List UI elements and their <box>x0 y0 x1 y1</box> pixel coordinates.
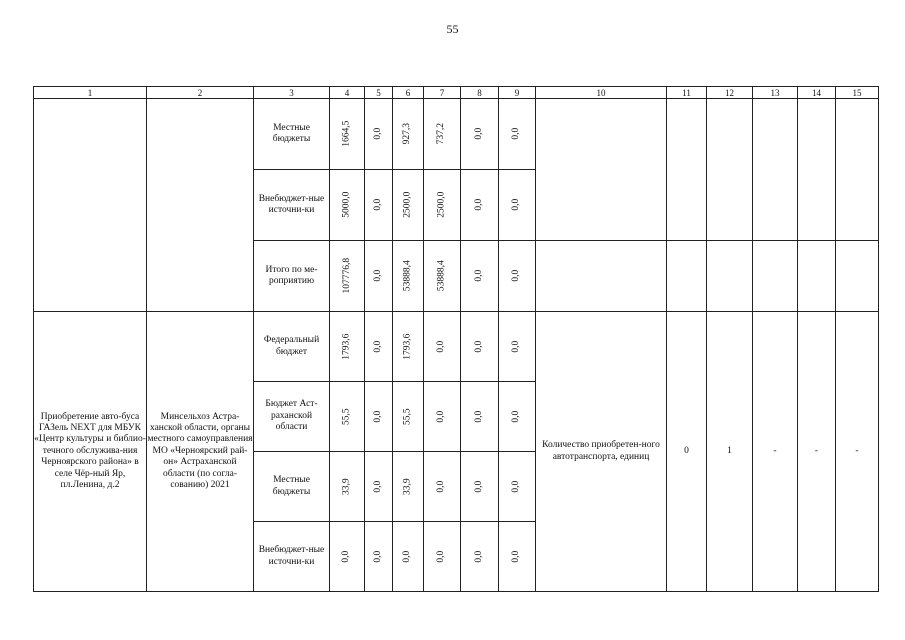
funding-source: Федеральный бюджет <box>254 312 330 382</box>
value-cell <box>393 522 424 592</box>
column-number: 7 <box>424 87 461 99</box>
value: 1664,5 <box>341 120 352 148</box>
column-number: 2 <box>147 87 254 99</box>
value-cell <box>499 99 536 170</box>
value: 0,0 <box>372 128 383 140</box>
value-cell <box>393 241 424 312</box>
value: 0,0 <box>372 340 383 353</box>
value: 1793,6 <box>402 333 413 360</box>
indicator-value: - <box>798 312 836 592</box>
value: 55,5 <box>402 408 413 425</box>
value: 0,0 <box>372 550 383 563</box>
column-number: 6 <box>393 87 424 99</box>
column-number: 4 <box>330 87 365 99</box>
value-cell <box>461 241 499 312</box>
value: 1793,6 <box>341 333 352 360</box>
empty-cell <box>753 241 798 312</box>
value-cell <box>424 241 461 312</box>
funding-source: Внебюджет-ные источни-ки <box>254 522 330 592</box>
empty-cell <box>798 241 836 312</box>
funding-source: Местные бюджеты <box>254 99 330 170</box>
value: 0,0 <box>436 410 447 423</box>
program-table <box>33 86 879 592</box>
value-cell <box>365 312 393 382</box>
column-number: 12 <box>707 87 753 99</box>
funding-source: Бюджет Аст-раханской области <box>254 382 330 452</box>
indicator-description: Количество приобретен-ного автотранспорта, единиц <box>536 312 667 592</box>
indicator-cell-empty <box>536 241 667 312</box>
funding-source: Внебюджет-ные источни-ки <box>254 170 330 241</box>
column-number: 10 <box>536 87 667 99</box>
value: 0,0 <box>511 410 522 423</box>
funding-source: Итого по ме-роприятию <box>254 241 330 312</box>
value-cell <box>330 170 365 241</box>
value-cell <box>424 452 461 522</box>
executor-description: Минсельхоз Астра-ханской области, органы местного самоуправления МО «Черноярский рай-он» Астраханской области (по согла-сованию) 2021 <box>147 312 254 592</box>
value: 0,0 <box>473 128 484 140</box>
column-number: 5 <box>365 87 393 99</box>
value: 0,0 <box>473 270 484 282</box>
value-cell <box>393 382 424 452</box>
indicator-value: - <box>836 312 879 592</box>
value-cell <box>393 312 424 382</box>
value: 55,5 <box>341 408 352 425</box>
empty-cell <box>836 99 879 241</box>
value: 927,3 <box>402 123 413 145</box>
value-cell <box>461 99 499 170</box>
empty-cell <box>707 241 753 312</box>
value-cell <box>461 170 499 241</box>
value: 2500,0 <box>402 191 413 219</box>
column-number: 11 <box>667 87 707 99</box>
value: 0,0 <box>372 270 383 282</box>
value-cell <box>393 170 424 241</box>
table-row <box>34 312 879 382</box>
column-number: 13 <box>753 87 798 99</box>
value-cell <box>365 522 393 592</box>
page-number: 55 <box>446 22 459 36</box>
executor-cell-empty <box>147 99 254 312</box>
value-cell <box>499 241 536 312</box>
value-cell <box>365 452 393 522</box>
value-cell <box>461 522 499 592</box>
value: 0,0 <box>473 199 484 211</box>
value: 0,0 <box>372 199 383 211</box>
value-cell <box>424 99 461 170</box>
value-cell <box>365 382 393 452</box>
value: 0,0 <box>372 410 383 423</box>
value: 0,0 <box>473 340 484 353</box>
value: 33,9 <box>402 478 413 495</box>
value: 107776,8 <box>342 258 353 294</box>
table-row <box>34 99 879 170</box>
empty-cell <box>667 241 707 312</box>
value: 0,0 <box>436 340 447 353</box>
value-cell <box>330 452 365 522</box>
value-cell <box>330 522 365 592</box>
value-cell <box>365 241 393 312</box>
value: 0,0 <box>341 550 352 563</box>
column-number: 3 <box>254 87 330 99</box>
activity-cell-empty <box>34 99 147 312</box>
value: 53888,4 <box>402 260 413 292</box>
value: 2500,0 <box>436 191 447 219</box>
value: 53888,4 <box>436 260 447 292</box>
value-cell <box>499 382 536 452</box>
value-cell <box>393 452 424 522</box>
column-number: 1 <box>34 87 147 99</box>
indicator-value: - <box>753 312 798 592</box>
column-number: 14 <box>798 87 836 99</box>
value-cell <box>461 382 499 452</box>
value-cell <box>330 382 365 452</box>
column-number: 15 <box>836 87 879 99</box>
activity-description: Приобретение авто-буса ГАЗель NEXT для МБУК «Центр культуры и библио-течного обслужива-ния Черноярского района» в селе Чёр-ный Яр, пл.Ленина, д.2 <box>34 312 147 592</box>
indicator-value: 0 <box>667 312 707 592</box>
empty-cell <box>667 99 707 241</box>
value: 0,0 <box>473 550 484 563</box>
value-cell <box>365 99 393 170</box>
value-cell <box>499 522 536 592</box>
funding-source: Местные бюджеты <box>254 452 330 522</box>
value-cell <box>424 522 461 592</box>
value: 0,0 <box>436 480 447 493</box>
value: 0,0 <box>511 199 522 211</box>
empty-cell <box>753 99 798 241</box>
value-cell <box>424 312 461 382</box>
empty-cell <box>836 241 879 312</box>
value-cell <box>330 312 365 382</box>
column-number: 8 <box>461 87 499 99</box>
column-number: 9 <box>499 87 536 99</box>
value: 0,0 <box>436 550 447 563</box>
value-cell <box>461 312 499 382</box>
value-cell <box>499 170 536 241</box>
value: 0,0 <box>473 480 484 493</box>
value: 737,2 <box>436 123 447 145</box>
value: 0,0 <box>511 480 522 493</box>
value-cell <box>330 241 365 312</box>
value: 0,0 <box>473 410 484 423</box>
value-cell <box>424 170 461 241</box>
value-cell <box>393 99 424 170</box>
value: 0,0 <box>511 340 522 353</box>
value-cell <box>330 99 365 170</box>
value: 33,9 <box>341 478 352 495</box>
value-cell <box>461 452 499 522</box>
value: 0,0 <box>511 550 522 563</box>
value: 0,0 <box>511 270 522 282</box>
indicator-value: 1 <box>707 312 753 592</box>
value: 0,0 <box>372 480 383 493</box>
empty-cell <box>798 99 836 241</box>
value-cell <box>365 170 393 241</box>
value-cell <box>424 382 461 452</box>
value: 5000,0 <box>341 191 352 219</box>
empty-cell <box>707 99 753 241</box>
value: 0,0 <box>511 128 522 140</box>
indicator-cell-empty <box>536 99 667 241</box>
value-cell <box>499 452 536 522</box>
value-cell <box>499 312 536 382</box>
value: 0,0 <box>402 550 413 563</box>
column-number-row <box>34 87 879 99</box>
